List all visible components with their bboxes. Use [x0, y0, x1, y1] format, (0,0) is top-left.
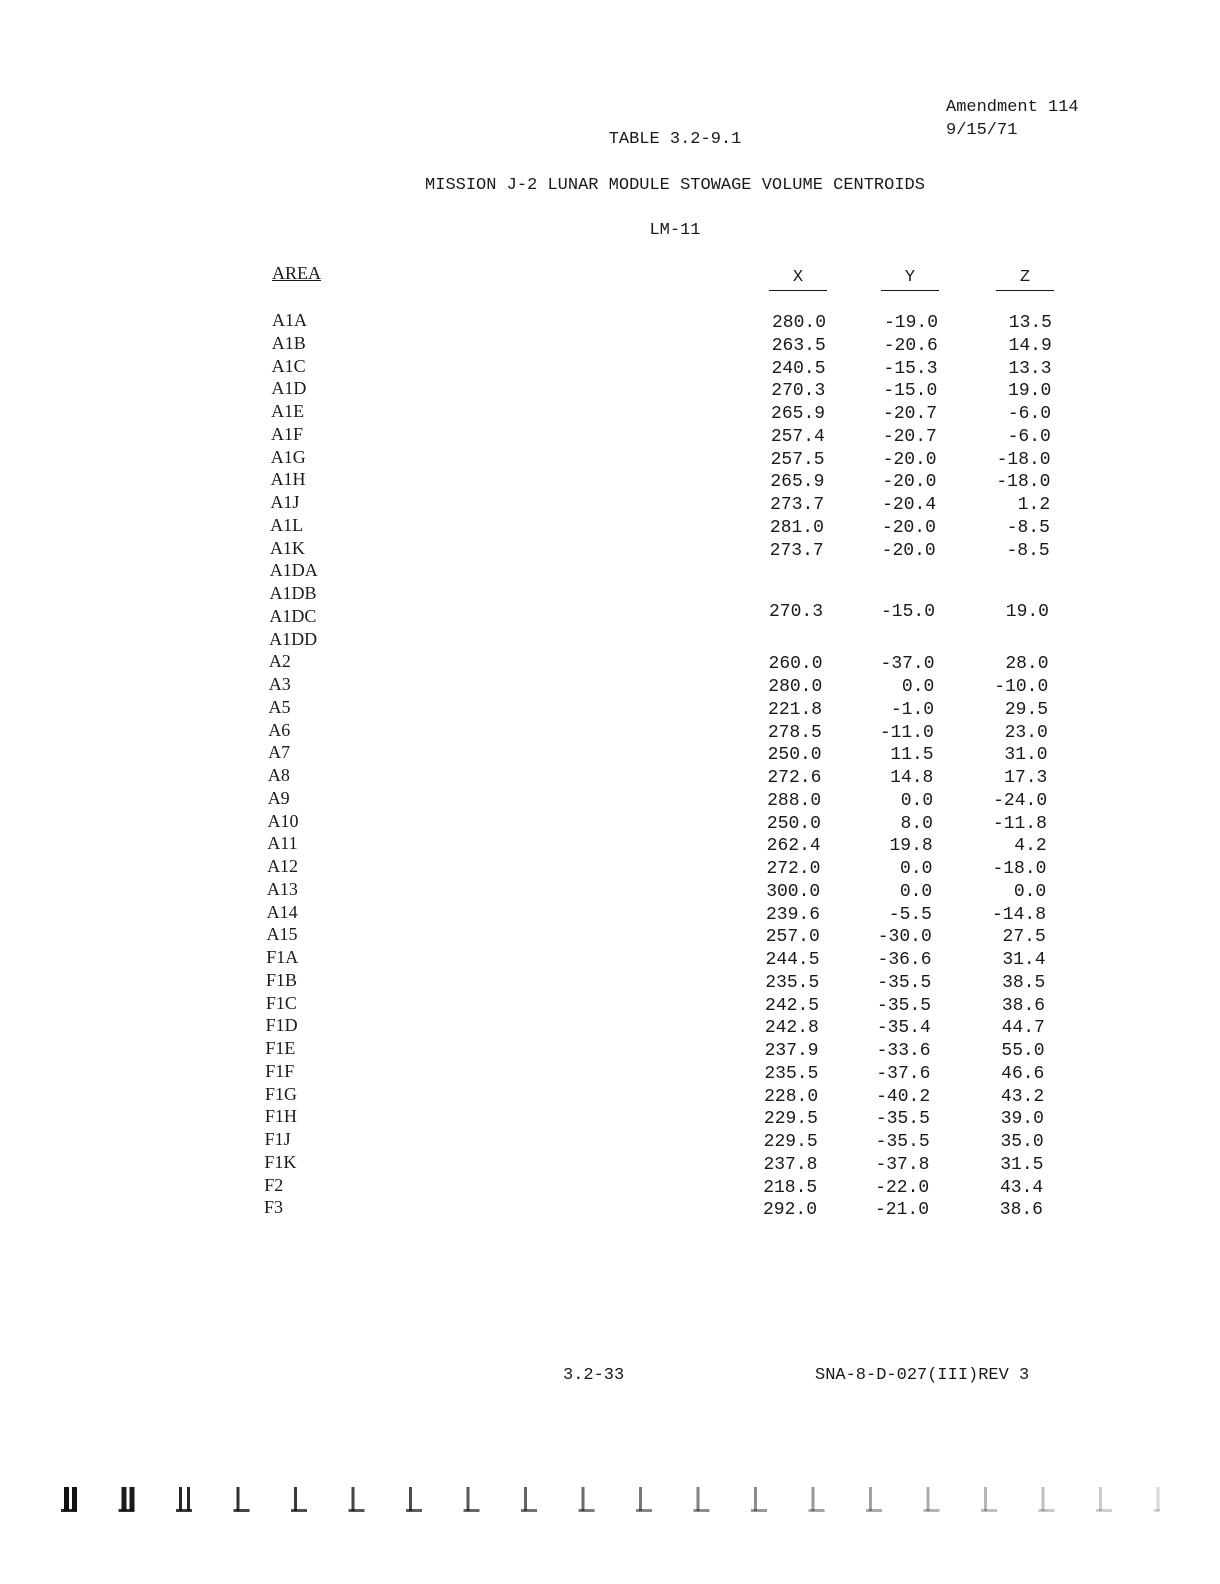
area-cell: A13: [266, 878, 298, 899]
x-cell: 250.0: [767, 745, 822, 766]
x-cell: 257.4: [770, 426, 825, 447]
x-cell: 242.5: [765, 995, 820, 1016]
y-cell: -30.0: [877, 927, 932, 948]
z-cell: 19.0: [1008, 381, 1052, 402]
area-cell: A1E: [271, 401, 305, 421]
z-cell: 38.5: [1002, 972, 1046, 993]
z-cell: 13.3: [1008, 358, 1052, 379]
y-cell: -35.5: [875, 1109, 930, 1130]
film-mark: [349, 1487, 365, 1512]
film-mark: [751, 1487, 767, 1512]
area-cell: A6: [268, 719, 291, 740]
film-mark: [119, 1487, 135, 1512]
z-cell: 39.0: [1000, 1109, 1044, 1130]
x-cell: 262.4: [766, 836, 821, 857]
area-cell: A3: [268, 674, 291, 694]
amendment-date: 9/15/71: [946, 121, 1018, 140]
x-cell: 242.8: [764, 1018, 819, 1039]
z-cell: 31.0: [1004, 745, 1048, 766]
y-cell: 19.8: [889, 836, 933, 857]
area-cell: A8: [267, 765, 290, 785]
y-cell: -11.0: [879, 722, 934, 743]
z-cell: 23.0: [1004, 722, 1048, 743]
y-cell: -36.6: [877, 950, 932, 970]
x-cell: 288.0: [767, 790, 822, 811]
table-title: MISSION J-2 LUNAR MODULE STOWAGE VOLUME CENTROIDS: [425, 176, 925, 195]
z-cell: 46.6: [1001, 1063, 1045, 1084]
y-cell: -37.6: [876, 1063, 931, 1084]
y-cell: -20.7: [883, 404, 938, 424]
area-cell: A1A: [272, 310, 307, 330]
column-header-z: Z: [996, 268, 1054, 291]
x-cell: 281.0: [769, 517, 824, 538]
x-cell: 237.9: [764, 1041, 819, 1061]
z-cell: 17.3: [1004, 768, 1048, 788]
z-cell: 43.4: [1000, 1177, 1044, 1198]
area-cell: F1J: [264, 1129, 291, 1149]
y-cell: -21.0: [874, 1200, 929, 1221]
area-cell: A5: [268, 696, 291, 717]
y-cell: -5.5: [888, 904, 932, 925]
z-cell: 43.2: [1000, 1086, 1045, 1107]
area-cell: A7: [268, 742, 291, 763]
y-cell: 11.5: [890, 745, 934, 766]
area-cell: A1C: [271, 355, 306, 376]
z-cell: 31.5: [1000, 1154, 1044, 1175]
z-cell: 13.5: [1008, 313, 1052, 333]
z-cell: 19.0: [1005, 601, 1049, 622]
z-cell: -11.8: [992, 813, 1047, 834]
area-cell: A1F: [270, 423, 303, 444]
area-cell: F1D: [265, 1015, 298, 1036]
z-cell: -8.5: [1006, 540, 1050, 561]
z-cell: -10.0: [994, 677, 1049, 697]
area-cell: F1K: [264, 1151, 297, 1172]
z-cell: -24.0: [993, 790, 1048, 811]
z-cell: 44.7: [1001, 1018, 1045, 1039]
film-mark: [406, 1487, 422, 1512]
film-mark: [521, 1487, 537, 1512]
footer-document-id: SNA-8-D-027(III)REV 3: [815, 1366, 1030, 1385]
z-cell: 29.5: [1004, 699, 1049, 720]
film-mark: [234, 1487, 250, 1512]
y-cell: -15.0: [880, 601, 935, 622]
y-cell: -40.2: [876, 1086, 931, 1107]
area-cell: F2: [264, 1174, 284, 1195]
x-cell: 257.0: [765, 927, 820, 948]
amendment-label: Amendment 114: [946, 98, 1079, 117]
y-cell: -20.0: [881, 517, 936, 538]
y-cell: -22.0: [875, 1177, 930, 1198]
table-subtitle: LM-11: [649, 221, 701, 240]
y-cell: -19.0: [883, 313, 938, 333]
film-mark: [809, 1487, 825, 1512]
x-cell: 235.5: [765, 972, 820, 993]
film-mark: [636, 1487, 652, 1512]
x-cell: 240.5: [771, 358, 826, 379]
y-cell: 0.0: [899, 881, 933, 902]
x-cell: 265.9: [770, 472, 825, 493]
x-cell: 229.5: [763, 1109, 818, 1130]
x-cell: 260.0: [768, 654, 823, 675]
z-cell: 31.4: [1002, 950, 1046, 970]
z-cell: 28.0: [1005, 654, 1049, 675]
x-cell: 257.5: [770, 449, 825, 470]
y-cell: -35.5: [877, 995, 932, 1016]
x-cell: 221.8: [768, 699, 823, 720]
z-cell: 38.6: [999, 1200, 1043, 1221]
z-cell: 35.0: [1000, 1132, 1044, 1152]
y-cell: -20.7: [882, 426, 937, 447]
film-mark: [579, 1487, 595, 1512]
column-header-y: Y: [881, 268, 939, 291]
area-cell: F1H: [264, 1106, 297, 1127]
y-cell: 8.0: [900, 813, 933, 834]
z-cell: -8.5: [1006, 517, 1050, 538]
x-cell: 280.0: [768, 677, 823, 697]
area-cell: A10: [267, 810, 299, 831]
y-cell: -35.4: [876, 1018, 931, 1039]
area-cell: A1DB: [269, 583, 317, 603]
y-cell: -20.0: [881, 540, 936, 561]
film-mark: [866, 1487, 882, 1512]
area-cell: A1D: [271, 378, 307, 399]
x-cell: 273.7: [770, 495, 825, 515]
z-cell: 38.6: [1001, 995, 1046, 1016]
x-cell: 229.5: [763, 1132, 818, 1152]
area-cell: A1H: [270, 469, 306, 490]
x-cell: 235.5: [764, 1063, 819, 1084]
z-cell: -18.0: [996, 449, 1051, 470]
y-cell: 0.0: [900, 859, 933, 879]
x-cell: 272.0: [766, 859, 821, 879]
y-cell: 14.8: [890, 768, 934, 788]
film-edge-marks: [60, 1483, 1160, 1517]
area-cell: A11: [267, 833, 298, 854]
film-mark: [1096, 1487, 1112, 1512]
area-cell: F1C: [265, 992, 297, 1013]
area-cell: F1A: [266, 947, 299, 967]
area-cell: A1B: [271, 332, 306, 353]
z-cell: 1.2: [1017, 495, 1051, 515]
y-cell: -20.4: [882, 495, 937, 515]
film-mark: [1039, 1487, 1055, 1512]
y-cell: 0.0: [901, 677, 935, 697]
film-mark: [61, 1487, 77, 1512]
area-cell: F1B: [266, 969, 298, 990]
x-cell: 280.0: [771, 313, 826, 333]
x-cell: 218.5: [763, 1177, 818, 1198]
x-cell: 239.6: [765, 904, 820, 925]
area-cell: F1E: [265, 1038, 296, 1058]
area-cell: A2: [268, 651, 291, 672]
x-cell: 270.3: [771, 381, 826, 402]
area-cell: A15: [266, 924, 298, 945]
y-cell: -33.6: [876, 1041, 931, 1061]
area-cell: A12: [267, 856, 299, 876]
film-mark: [176, 1487, 192, 1512]
z-cell: 4.2: [1014, 836, 1047, 857]
y-cell: -35.5: [875, 1132, 930, 1152]
y-cell: 0.0: [900, 790, 934, 811]
area-cell: A1DC: [269, 605, 317, 626]
z-cell: 55.0: [1001, 1041, 1045, 1061]
footer-page-number: 3.2-33: [563, 1366, 625, 1385]
film-mark: [924, 1487, 940, 1512]
film-mark: [1154, 1487, 1161, 1512]
z-cell: 14.9: [1008, 335, 1052, 356]
x-cell: 250.0: [766, 813, 821, 834]
area-cell: F3: [264, 1197, 284, 1218]
column-header-x: X: [769, 268, 827, 291]
z-cell: -6.0: [1007, 404, 1052, 424]
x-cell: 237.8: [763, 1154, 818, 1175]
x-cell: 273.7: [769, 540, 824, 561]
y-cell: -37.0: [880, 654, 935, 675]
y-cell: -15.3: [883, 358, 938, 379]
area-cell: A1K: [269, 537, 305, 558]
area-cell: A1DD: [269, 628, 318, 649]
y-cell: -15.0: [883, 381, 938, 402]
area-cell: A1J: [270, 492, 300, 512]
column-header-area: AREA: [272, 263, 321, 283]
x-cell: 292.0: [762, 1200, 817, 1221]
table-number: TABLE 3.2-9.1: [608, 130, 742, 149]
area-cell: A14: [266, 901, 298, 922]
area-cell: A1DA: [269, 560, 318, 581]
film-mark: [291, 1487, 307, 1512]
z-cell: 0.0: [1013, 881, 1047, 902]
y-cell: -20.0: [882, 472, 937, 493]
x-cell: 244.5: [765, 950, 820, 970]
z-cell: 27.5: [1002, 927, 1046, 948]
x-cell: 272.6: [767, 768, 822, 788]
z-cell: -14.8: [991, 904, 1046, 925]
x-cell: 278.5: [767, 722, 822, 743]
z-cell: -6.0: [1007, 426, 1051, 447]
y-cell: -37.8: [875, 1154, 930, 1175]
z-cell: -18.0: [992, 859, 1047, 879]
x-cell: 228.0: [764, 1086, 819, 1107]
x-cell: 270.3: [768, 601, 823, 622]
film-mark: [694, 1487, 710, 1512]
z-cell: -18.0: [996, 472, 1051, 493]
area-cell: A9: [267, 787, 290, 808]
y-cell: -35.5: [877, 972, 932, 993]
y-cell: -20.0: [882, 449, 937, 470]
x-cell: 263.5: [771, 335, 826, 356]
film-mark: [464, 1487, 480, 1512]
x-cell: 265.9: [771, 404, 826, 424]
y-cell: -1.0: [890, 699, 935, 720]
x-cell: 300.0: [766, 881, 821, 902]
y-cell: -20.6: [883, 335, 938, 356]
area-cell: F1G: [265, 1083, 298, 1104]
film-mark: [981, 1487, 997, 1512]
area-cell: A1L: [270, 514, 304, 535]
area-cell: F1F: [265, 1060, 295, 1081]
area-cell: A1G: [270, 446, 306, 467]
